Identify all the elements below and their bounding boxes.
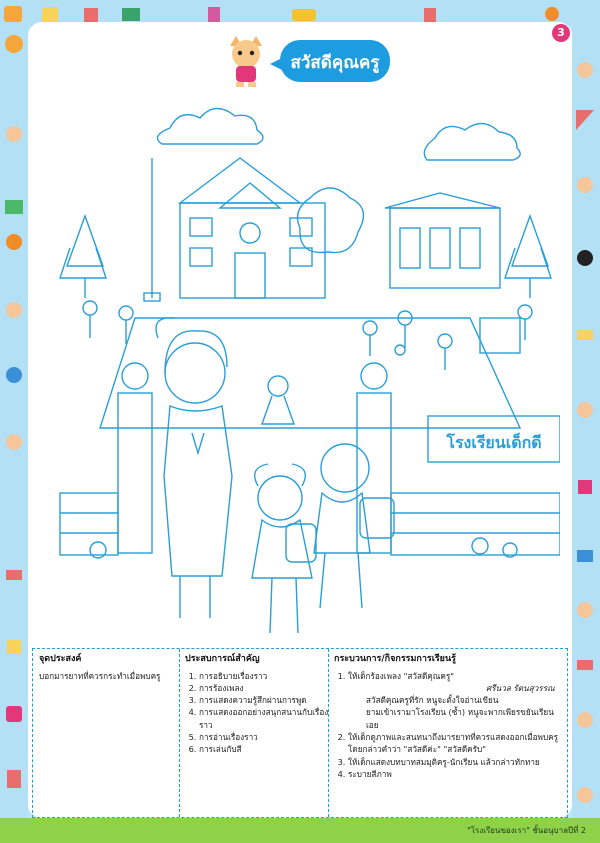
list-item: 3. การแสดงความรู้สึกผ่านการพูด xyxy=(199,694,330,706)
list-item: 2. ให้เด็กดูภาพและสนทนาถึงมารยาทที่ควรแสดงออกเมื่อพบครู โดยกล่าวคำว่า "สวัสดีค่ะ" "สวัสดีครับ" xyxy=(348,731,562,756)
scissors-icon xyxy=(577,550,593,562)
process-title: กระบวนการ/กิจกรรมการเรียนรู้ xyxy=(334,654,456,664)
ruler-icon xyxy=(576,110,594,130)
experiences-list xyxy=(185,670,330,756)
soccer-ball xyxy=(395,345,405,355)
teacher-head xyxy=(165,343,225,403)
list-item: 4. ระบายสีภาพ xyxy=(348,768,562,780)
globe-icon xyxy=(6,367,22,383)
objective-column xyxy=(39,653,179,682)
process-step-1: ให้เด็กร้องเพลง "สวัสดีคุณครู" xyxy=(348,670,454,681)
page-number: 3 xyxy=(552,24,570,42)
cat-mascot-icon xyxy=(222,36,270,88)
book-icon xyxy=(5,200,23,214)
teacher-body xyxy=(164,406,232,576)
girl-body xyxy=(252,520,312,578)
child-icon xyxy=(577,602,593,618)
song-credit: ศรีนวล รัตนสุวรรณ xyxy=(486,682,555,693)
tree-right xyxy=(505,216,551,278)
crayon-icon xyxy=(6,570,22,580)
list-item: 2. การร้องเพลง xyxy=(199,682,330,694)
list-item: 6. การเล่นกับสี xyxy=(199,743,330,755)
experiences-title: ประสบการณ์สำคัญ xyxy=(185,654,260,664)
objective-text: บอกมารยาทที่ควรกระทำเมื่อพบครู xyxy=(39,670,161,681)
objective-title: จุดประสงค์ xyxy=(39,654,82,664)
child-icon xyxy=(577,712,593,728)
tree-round xyxy=(298,188,364,253)
book-icon xyxy=(84,8,98,22)
lesson-info-table xyxy=(32,648,568,818)
right-border-icons xyxy=(572,30,598,810)
child-icon xyxy=(6,434,22,450)
clock-icon xyxy=(6,234,22,250)
speech-bubble-text: สวัสดีคุณครู xyxy=(290,53,380,73)
bag-icon xyxy=(6,706,22,722)
cup-icon xyxy=(424,8,436,22)
paint-icon xyxy=(4,6,22,22)
speech-bubble xyxy=(280,40,390,82)
book-icon xyxy=(7,770,21,788)
school-field xyxy=(100,318,520,428)
board-icon xyxy=(122,8,140,21)
footer-bar xyxy=(0,818,600,843)
girl-hair-bun xyxy=(255,464,306,486)
school-clock xyxy=(240,223,260,243)
process-list xyxy=(334,670,562,781)
fence-left xyxy=(60,493,118,555)
process-column xyxy=(334,653,562,780)
child-playing-1 xyxy=(83,301,97,315)
palette-icon xyxy=(5,35,23,53)
gate-pillar-left xyxy=(118,393,152,553)
teacher-hands xyxy=(192,433,204,453)
list-item: 4. การแสดงออกอย่างสนุกสนานกับเรื่องราว xyxy=(199,706,330,731)
school-sign-text: โรงเรียนเด็กดี xyxy=(446,433,542,452)
fence-right xyxy=(391,493,560,555)
eraser-icon xyxy=(577,660,593,670)
school-door xyxy=(235,253,265,298)
child-icon xyxy=(577,62,593,78)
footer-text: "โรงเรียนของเรา" ชั้นอนุบาลปีที่ 2 xyxy=(467,826,586,835)
pencil-icon xyxy=(7,640,21,654)
ball-icon xyxy=(545,7,559,21)
list-item: 5. การอ่านเรื่องราว xyxy=(199,731,330,743)
pencil-icon xyxy=(577,330,593,340)
list-item: 1. การอธิบายเรื่องราว xyxy=(199,670,330,682)
cloud-right xyxy=(424,123,520,160)
pencils-icon xyxy=(208,7,220,23)
list-item: 3. ให้เด็กแสดงบทบาทสมมุติครู-นักเรียน แล้วกล่าวทักทาย xyxy=(348,756,562,768)
gate-pillar-right xyxy=(357,393,391,553)
running-girl xyxy=(268,376,288,396)
child-icon xyxy=(6,126,22,142)
school-building xyxy=(180,203,325,298)
tree-left xyxy=(60,216,106,278)
child-icon xyxy=(6,302,22,318)
boy-body xyxy=(314,493,370,553)
gate-lamp-right xyxy=(361,363,387,389)
child-playing-3 xyxy=(363,321,377,335)
cloud-left xyxy=(158,108,264,144)
school-roof xyxy=(180,158,300,203)
experiences-column xyxy=(185,653,330,756)
child-icon xyxy=(577,177,593,193)
second-building xyxy=(390,208,500,288)
bus-icon xyxy=(292,9,316,21)
girl-head xyxy=(258,476,302,520)
house-icon xyxy=(42,7,58,22)
girl-backpack xyxy=(286,524,316,562)
boy-head xyxy=(321,444,369,492)
coloring-illustration xyxy=(40,88,560,648)
child-playing-5 xyxy=(438,334,452,348)
song-verse xyxy=(348,682,562,731)
left-border-icons xyxy=(2,30,28,810)
gate-lamp-left xyxy=(122,363,148,389)
soccer-goal xyxy=(480,318,520,353)
child-icon xyxy=(577,402,593,418)
ball-icon xyxy=(577,250,593,266)
second-roof xyxy=(385,193,500,208)
clip-icon xyxy=(578,480,592,494)
song-line-2: ยามเข้าเรามาโรงเรียน (ซ้ำ) หนูจะพากเพียรขยันเรียนเอย xyxy=(366,707,554,730)
list-item xyxy=(348,670,562,731)
child-playing-6 xyxy=(518,305,532,319)
song-line-1: สวัสดีคุณครูที่รัก หนูจะตั้งใจอ่านเขียน xyxy=(366,695,499,706)
column-divider xyxy=(179,649,180,817)
flower-right xyxy=(472,538,488,554)
child-playing-2 xyxy=(119,306,133,320)
child-icon xyxy=(577,787,593,803)
